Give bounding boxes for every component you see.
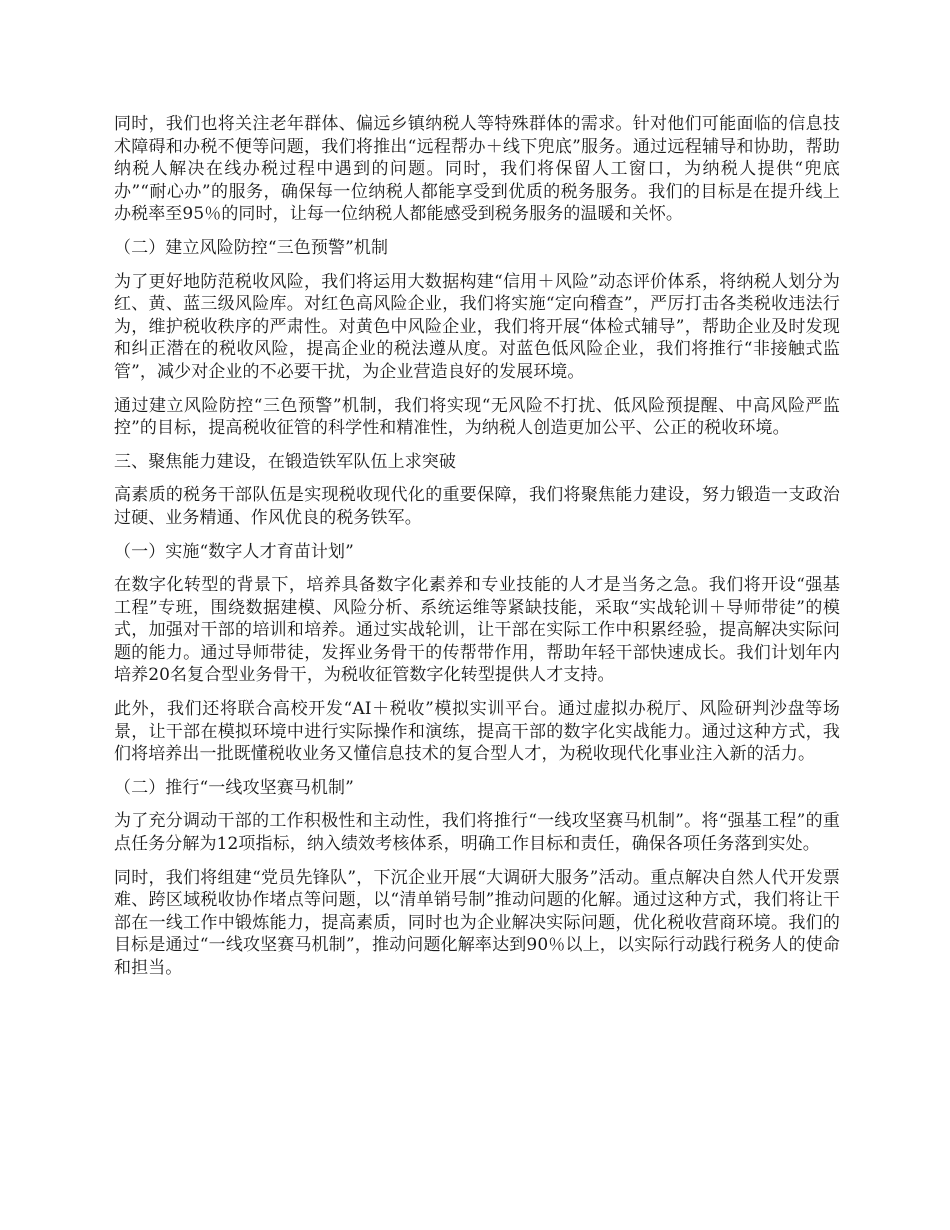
document-page <box>114 113 840 991</box>
paragraph-ai-platform: 此外，我们还将联合高校开发“AI＋税收”模拟实训平台。通过虚拟办税厅、风险研判沙盘等场景，让干部在模拟环境中进行实际操作和演练，提高干部的数字化实战能力。通过这种方式，我们将培养出一批既懂税收业务又懂信息技术的复合型人才，为税收现代化事业注入新的活力。 <box>114 699 840 765</box>
section-heading-capability: 三、聚焦能力建设，在锻造铁军队伍上求突破 <box>114 451 456 472</box>
paragraph-talent-training: 在数字化转型的背景下，培养具备数字化素养和专业技能的人才是当务之急。我们将开设“强基工程”专班，围绕数据建模、风险分析、系统运维等紧缺技能，采取“实战轮训＋导师带徒”的模式，加强对干部的培训和培养。通过实战轮训，让干部在实际工作中积累经验，提高解决实际问题的能力。通过导师带徒，发挥业务骨干的传帮带作用，帮助年轻干部快速成长。我们计划年内培养20名复合型业务骨干，为税收征管数字化转型提供人才支持。 <box>114 575 840 686</box>
paragraph-horse-race-mechanism: 为了充分调动干部的工作积极性和主动性，我们将推行“一线攻坚赛马机制”。将“强基工程”的重点任务分解为12项指标，纳入绩效考核体系，明确工作目标和责任，确保各项任务落到实处。 <box>114 811 840 855</box>
paragraph-capability-intro: 高素质的税务干部队伍是实现税收现代化的重要保障，我们将聚焦能力建设，努力锻造一支政治过硬、业务精通、作风优良的税务铁军。 <box>114 485 840 528</box>
section-heading-risk-warning: （二）建立风险防控“三色预警”机制 <box>114 237 389 258</box>
paragraph-vanguard-team: 同时，我们将组建“党员先锋队”，下沉企业开展“大调研大服务”活动。重点解决自然人代开发票难、跨区域税收协作堵点等问题，以“清单销号制”推动问题的化解。通过这种方式，我们将让干部在一线工作中锻炼能力，提高素质，同时也为企业解决实际问题，优化税收营商环境。我们的目标是通过“一线攻坚赛马机制”，推动问题化解率达到90％以上，以实际行动践行税务人的使命和担当。 <box>114 867 840 978</box>
section-heading-talent-plan: （一）实施“数字人才育苗计划” <box>114 541 354 562</box>
paragraph-risk-evaluation: 为了更好地防范税收风险，我们将运用大数据构建“信用＋风险”动态评价体系，将纳税人划分为红、黄、蓝三级风险库。对红色高风险企业，我们将实施“定向稽查”，严厉打击各类税收违法行为，维护税收秩序的严肃性。对黄色中风险企业，我们将开展“体检式辅导”，帮助企业及时发现和纠正潜在的税收风险，提高企业的税法遵从度。对蓝色低风险企业，我们将推行“非接触式监管”，减少对企业的不必要干扰，为企业营造良好的发展环境。 <box>114 271 840 382</box>
paragraph-risk-goal: 通过建立风险防控“三色预警”机制，我们将实现“无风险不打扰、低风险预提醒、中高风险严监控”的目标，提高税收征管的科学性和精准性，为纳税人创造更加公平、公正的税收环境。 <box>114 395 840 439</box>
section-heading-horse-race: （二）推行“一线攻坚赛马机制” <box>114 777 354 798</box>
paragraph-special-groups: 同时，我们也将关注老年群体、偏远乡镇纳税人等特殊群体的需求。针对他们可能面临的信息技术障碍和办税不便等问题，我们将推出“远程帮办＋线下兜底”服务。通过远程辅导和协助，帮助纳税人解决在线办税过程中遇到的问题。同时，我们将保留人工窗口，为纳税人提供“兜底办”“耐心办”的服务，确保每一位纳税人都能享受到优质的税务服务。我们的目标是在提升线上办税率至95％的同时，让每一位纳税人都能感受到税务服务的温暖和关怀。 <box>114 114 840 225</box>
